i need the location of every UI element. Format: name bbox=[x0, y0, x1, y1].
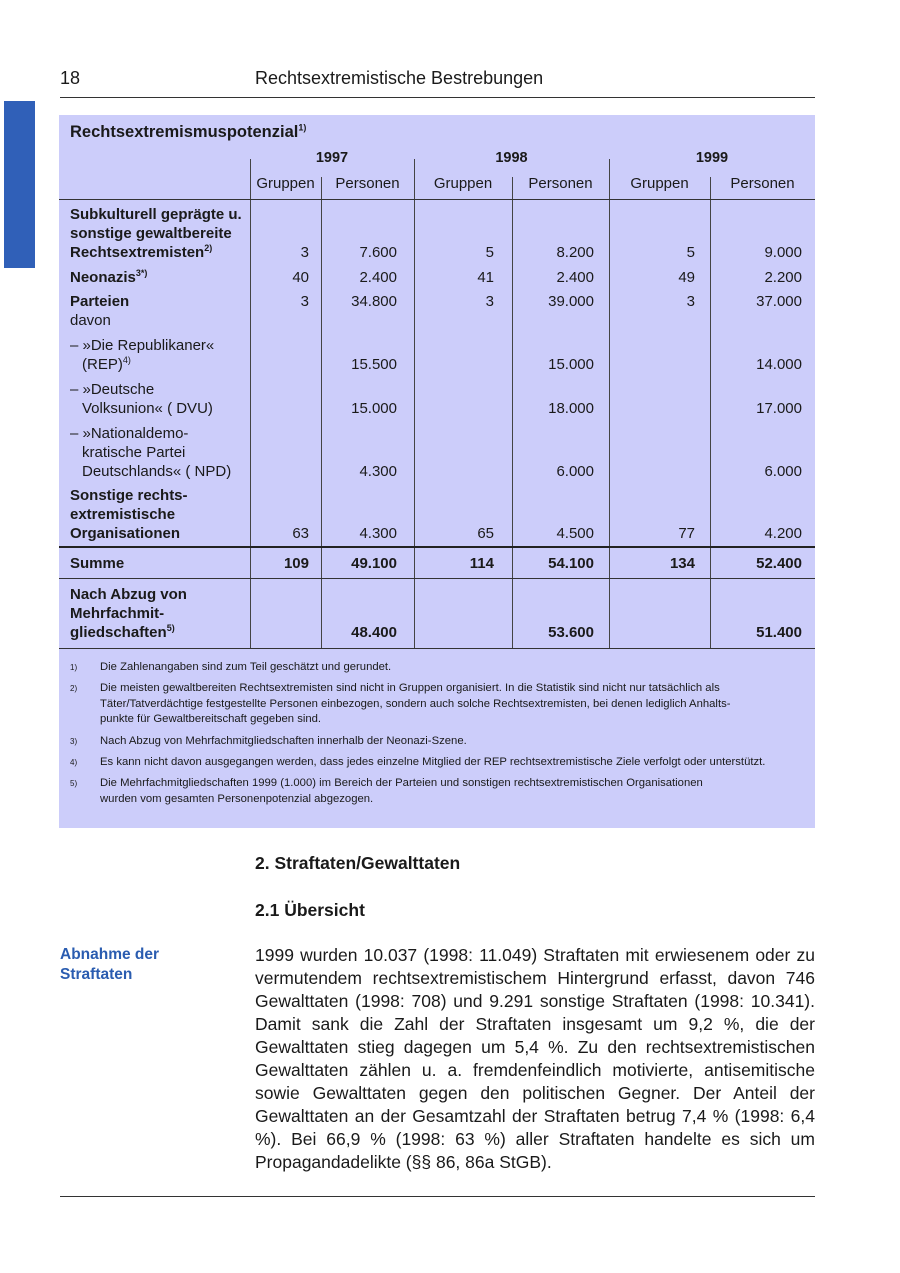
col-groups-1997: Gruppen bbox=[256, 175, 315, 192]
row-label-parteien: Parteien davon bbox=[70, 293, 130, 329]
table-cell: 52.400 bbox=[756, 555, 802, 572]
row-label-rep: – »Die Republikaner« (REP)$^{4)}$ bbox=[70, 337, 215, 373]
year-1999: 1999 bbox=[695, 150, 729, 166]
row-label-net: Nach Abzug von Mehrfachmit- gliedschaften$^{5)}$ bbox=[70, 586, 187, 641]
header-rule-line bbox=[59, 199, 815, 200]
table-cell: 14.000 bbox=[756, 356, 802, 373]
table-cell: 5 bbox=[686, 244, 695, 261]
footer-rule bbox=[60, 1196, 815, 1197]
col-persons-1998: Personen bbox=[528, 175, 593, 192]
col-persons-1997: Personen bbox=[335, 175, 400, 192]
table-cell: 15.000 bbox=[548, 356, 594, 373]
table-cell: 17.000 bbox=[756, 400, 802, 417]
table-cell: 6.000 bbox=[556, 463, 594, 480]
col-groups-1999: Gruppen bbox=[630, 175, 689, 192]
table-cell: 39.000 bbox=[548, 293, 594, 310]
subsection-heading: 2.1 Übersicht bbox=[255, 900, 365, 920]
table-title: Rechtsextremismuspotenzial$^{1)}$ bbox=[70, 122, 307, 141]
table-cell: 3 bbox=[686, 293, 695, 310]
potential-table: Rechtsextremismuspotenzial$^{1)}$ 1997 1998 1999 Gruppen Personen Gruppen Personen Gruppen Personen Subkulturell geprägte u. sonstige gewaltbereite Rechtsextremisten$^{2)}$ 3 7.600 5 8.200 5 9.000 Neonazis$^{3*)}$ 40 2.400 41 2.400 49 2.200 Parteien davon 3 34.800 3 39.000 3 37.000 – »Die Republikaner« (REP)$^{4)}$ 15.500 15.000 14.000 – »Deutsche Volksunion« ( DVU) 15.000 18.000 17.000 – »Nationaldemo- kratische Partei Deutschlands« ( NPD) 4.300 6.000 6.000 Sonstige rechts- extremistische Organisationen 63 4.300 65 4.500 77 4.200 Summe 109 49.100 114 54.100 134 52.400 Nach Abzug von Mehrfachmit- gliedschaften$^{5)}$ 48.400 53.600 51.400 1) Die Zahlenangaben sind zum Teil geschätzt und gerundet. 2) Die meisten gewaltbereiten Rechtsextremisten sind nicht in Gruppen organisiert. In die Statistik sind nicht nur tatsächlich als Täter/Tatverdächtige festgestellte Personen einbezogen, sondern auch solche Rechtsextremisten, bei denen lediglich Anhalts- punkte für Gewaltbereitschaft gegeben sind. 3) Nach Abzug von Mehrfachmitgliedschaften innerhalb der Neonazi-Szene. 4) Es kann nicht davon ausgegangen werden, dass jedes einzelne Mitglied der REP rechtsextremistische Ziele verfolgt oder unterstützt. 5) Die Mehrfachmitgliedschaften 1999 (1.000) im Bereich der Parteien und sonstigen rechtsextremistischen Organisationen wurden vom gesamten Personenpotenzial abgezogen. bbox=[59, 115, 815, 828]
row-label-dvu: – »Deutsche Volksunion« ( DVU) bbox=[70, 381, 213, 417]
section-heading: 2. Straftaten/Gewalttaten bbox=[255, 853, 461, 873]
table-cell: 2.400 bbox=[556, 269, 594, 286]
sum-top-rule bbox=[59, 546, 815, 548]
row-label-neonazis: Neonazis$^{3*)}$ bbox=[70, 268, 148, 286]
body-paragraph: 1999 wurden 10.037 (1998: 11.049) Straftaten mit erwiesenem oder zu vermutendem rechtsextremistischem Hintergrund erfasst, davon 746 Gewalttaten (1998: 708) und 9.291 sonstige Straftaten (1998: 10.341). Damit sank die Zahl der Straftaten insgesamt um 9,2 %, die der Gewalttaten stieg dagegen um 5,4 %. Zu den rechtsextremistischen Gewalttaten zählen u. a. fremdenfeindlich motivierte, antisemitische sowie Gewalttaten gegen den politischen Gegner. Der Anteil der Gewalttaten an der Gesamtzahl der Straftaten betrug 7,4 % (1998: 6,4 %). Bei 66,9 % (1998: 63 %) aller Straftaten handelte es sich um Propagandadelikte (§§ 86, 86a StGB). bbox=[255, 945, 815, 1172]
margin-note: Abnahme der Straftaten bbox=[60, 946, 160, 983]
grid-line bbox=[250, 159, 251, 649]
header-rule bbox=[60, 97, 815, 98]
table-cell: 15.500 bbox=[351, 356, 397, 373]
table-cell: 34.800 bbox=[351, 293, 397, 310]
table-cell: 3 bbox=[300, 293, 309, 310]
sum-bottom-rule bbox=[59, 578, 815, 579]
table-cell: 4.300 bbox=[359, 525, 397, 542]
table-cell: 40 bbox=[292, 269, 309, 286]
row-label-summe: Summe bbox=[70, 555, 125, 572]
table-cell: 6.000 bbox=[764, 463, 802, 480]
col-persons-1999: Personen bbox=[730, 175, 795, 192]
table-cell: 41 bbox=[477, 269, 494, 286]
table-cell: 77 bbox=[678, 525, 695, 542]
table-cell: 3 bbox=[300, 244, 309, 261]
row-label-npd: – »Nationaldemo- kratische Partei Deutschlands« ( NPD) bbox=[70, 425, 232, 480]
table-cell: 48.400 bbox=[351, 624, 397, 641]
chapter-tab-marker bbox=[4, 101, 35, 268]
table-cell: 2.400 bbox=[359, 269, 397, 286]
row-label-sonstige: Sonstige rechts- extremistische Organisationen bbox=[70, 487, 188, 542]
table-cell: 15.000 bbox=[351, 400, 397, 417]
table-cell: 51.400 bbox=[756, 624, 802, 641]
table-cell: 7.600 bbox=[359, 244, 397, 261]
table-bottom-rule bbox=[59, 648, 815, 649]
table-cell: 49 bbox=[678, 269, 695, 286]
table-cell: 109 bbox=[283, 555, 309, 572]
table-cell: 134 bbox=[669, 555, 695, 572]
table-cell: 9.000 bbox=[764, 244, 802, 261]
table-cell: 3 bbox=[485, 293, 494, 310]
table-cell: 37.000 bbox=[756, 293, 802, 310]
col-groups-1998: Gruppen bbox=[433, 175, 493, 192]
page-number: 18 bbox=[60, 68, 81, 88]
table-cell: 114 bbox=[469, 555, 494, 572]
table-cell: 63 bbox=[292, 525, 309, 542]
table-cell: 49.100 bbox=[351, 555, 397, 572]
table-cell: 4.300 bbox=[359, 463, 397, 480]
year-1997: 1997 bbox=[315, 150, 349, 166]
table-cell: 18.000 bbox=[548, 400, 594, 417]
grid-line bbox=[609, 159, 610, 649]
table-cell: 54.100 bbox=[548, 555, 594, 572]
year-1998: 1998 bbox=[495, 150, 528, 166]
table-cell: 2.200 bbox=[764, 269, 802, 286]
table-cell: 4.500 bbox=[556, 525, 594, 542]
running-title: Rechtsextremistische Bestrebungen bbox=[255, 68, 544, 88]
table-cell: 4.200 bbox=[764, 525, 802, 542]
table-cell: 53.600 bbox=[548, 624, 594, 641]
table-cell: 5 bbox=[485, 244, 494, 261]
table-cell: 8.200 bbox=[556, 244, 594, 261]
table-cell: 65 bbox=[477, 525, 494, 542]
row-label-subkulturell: Subkulturell geprägte u. sonstige gewaltbereite Rechtsextremisten$^{2)}$ bbox=[70, 206, 242, 261]
grid-line bbox=[414, 159, 415, 649]
